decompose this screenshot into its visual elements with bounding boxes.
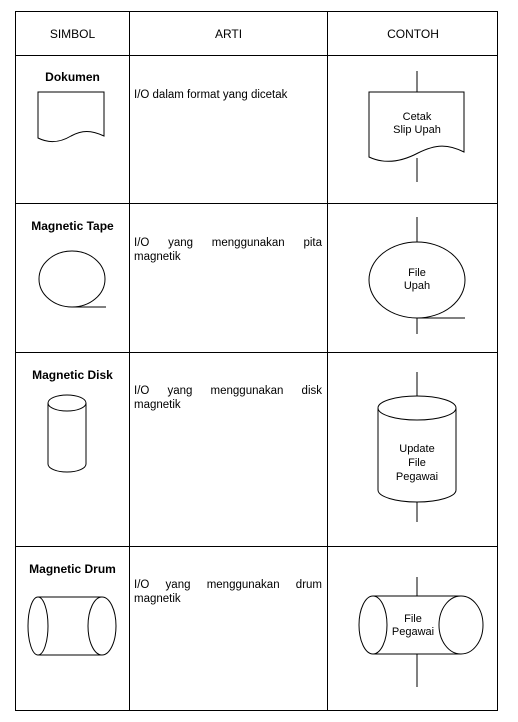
drum-shapes bbox=[16, 12, 499, 712]
magnetic-drum-symbol bbox=[28, 597, 116, 655]
example-text-update-file-pegawai: Update File Pegawai bbox=[395, 443, 439, 483]
example-text-cetak: Cetak Slip Upah bbox=[393, 111, 441, 136]
header-contoh: CONTOH bbox=[387, 27, 439, 41]
symbol-name-dokumen: Dokumen bbox=[45, 70, 100, 84]
symbol-table bbox=[15, 11, 498, 711]
header-arti: ARTI bbox=[214, 27, 243, 41]
meaning-magnetic-tape: I/O yang menggunakan pita magnetik bbox=[134, 237, 322, 263]
header-simbol: SIMBOL bbox=[49, 27, 96, 41]
meaning-magnetic-drum: I/O yang menggunakan drum magnetik bbox=[134, 579, 322, 605]
symbol-name-magnetic-drum: Magnetic Drum bbox=[29, 562, 116, 576]
symbol-name-magnetic-disk: Magnetic Disk bbox=[32, 368, 113, 382]
meaning-dokumen: I/O dalam format yang dicetak bbox=[134, 89, 288, 101]
symbol-name-magnetic-tape: Magnetic Tape bbox=[31, 219, 114, 233]
meaning-magnetic-disk: I/O yang menggunakan disk magnetik bbox=[134, 385, 322, 411]
example-text-file-upah: File Upah bbox=[403, 267, 431, 292]
example-text-file-pegawai: File Pegawai bbox=[391, 613, 435, 638]
